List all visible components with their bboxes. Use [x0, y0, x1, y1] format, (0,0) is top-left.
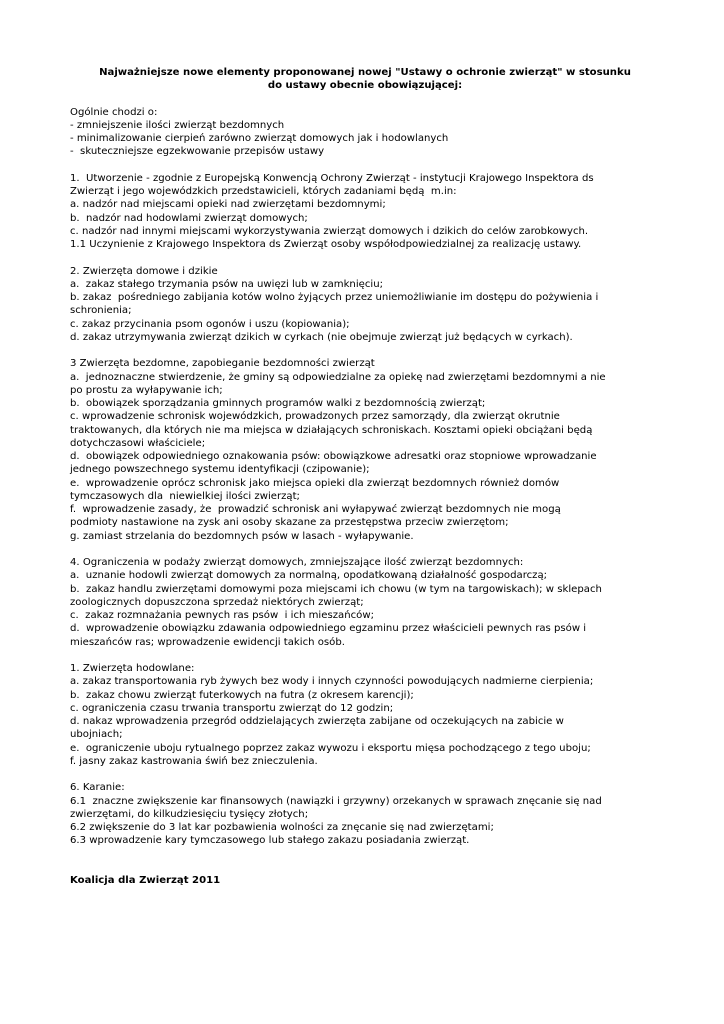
section-line: e. ograniczenie uboju rytualnego poprzez zakaz wywozu i eksportu mięsa pochodzącego z tego uboju;	[70, 742, 591, 754]
section-4	[70, 357, 660, 543]
section-line: b. obowiązek sporządzania gminnych programów walki z bezdomnością zwierząt;	[70, 398, 486, 409]
section-line: d. nakaz wprowadzenia przegród oddzielających zwierzęta zabijane od oczekujących na zabicie w	[70, 716, 564, 727]
document-page	[70, 66, 660, 887]
section-line: mieszańców ras; wprowadzenie ewidencji takich osób.	[70, 636, 345, 648]
section-line: a. zakaz transportowania ryb żywych bez wody i innych czynności powodujących nadmierne cierpienia;	[70, 676, 594, 688]
document-title	[70, 66, 660, 93]
section-line: c. ograniczenia czasu trwania transportu zwierząt do 12 godzin;	[70, 702, 394, 714]
section-line: zwierzętami, do kilkudziesięciu tysięcy złotych;	[70, 808, 309, 820]
section-line: 4. Ograniczenia w podaży zwierząt domowych, zmniejszające ilość zwierząt bezdomnych:	[70, 557, 524, 568]
section-line: - minimalizowanie cierpień zarówno zwierząt domowych jak i hodowlanych	[70, 133, 449, 144]
section-line: dotychczasowi właściciele;	[70, 437, 206, 449]
section-line: 1. Zwierzęta hodowlane:	[70, 663, 195, 674]
section-7	[70, 781, 660, 847]
section-line: e. wprowadzenie oprócz schronisk jako miejsca opieki dla zwierząt bezdomnych również domów	[70, 477, 560, 489]
section-line: 1.1 Uczynienie z Krajowego Inspektora ds Zwierząt osoby współodpowiedzialnej za realizację ustawy.	[70, 239, 582, 250]
section-line: b. zakaz handlu zwierzętami domowymi poza miejscami ich chowu (w tym na targowiskach); w sklepach	[70, 583, 602, 595]
section-6	[70, 662, 660, 768]
section-3	[70, 265, 660, 345]
section-line: c. wprowadzenie schronisk wojewódzkich, prowadzonych przez samorządy, dla zwierząt okrutnie	[70, 411, 560, 423]
section-line: a. uznanie hodowli zwierząt domowych za normalną, opodatkowaną działalność gospodarczą;	[70, 570, 548, 582]
document-footer: Koalicja dla Zwierząt 2011	[70, 875, 221, 886]
section-1	[70, 106, 660, 159]
section-line: 1. Utworzenie - zgodnie z Europejską Konwencją Ochrony Zwierząt - instytucji Krajowego Inspektora ds	[70, 172, 594, 184]
section-line: b. zakaz pośredniego zabijania kotów wolno żyjących przez uniemożliwianie im dostępu do pożywienia i	[70, 292, 599, 303]
section-line: a. jednoznaczne stwierdzenie, że gminy są odpowiedzialne za opiekę nad zwierzętami bezdomnymi a nie	[70, 371, 606, 383]
section-line: d. zakaz utrzymywania zwierząt dzikich w cyrkach (nie obejmuje zwierząt już będących w cyrkach).	[70, 331, 573, 343]
section-line: Zwierząt i jego wojewódzkich przedstawicieli, których zadaniami będą m.in:	[70, 186, 457, 197]
section-line: jednego powszechnego systemu identyfikacji (czipowanie);	[70, 464, 370, 476]
section-line: - skuteczniejsze egzekwowanie przepisów ustawy	[70, 146, 325, 158]
section-line: c. zakaz przycinania psom ogonów i uszu (kopiowania);	[70, 318, 350, 330]
section-5	[70, 556, 660, 649]
title-line-1: Najważniejsze nowe elementy proponowanej nowej "Ustawy o ochronie zwierząt" w stosunku	[99, 67, 631, 78]
section-line: 2. Zwierzęta domowe i dzikie	[70, 265, 218, 277]
section-line: c. nadzór nad innymi miejscami wykorzystywania zwierząt domowych i dzikich do celów zarobkowych.	[70, 225, 589, 237]
section-line: 6.3 wprowadzenie kary tymczasowego lub stałego zakazu posiadania zwierząt.	[70, 835, 470, 847]
document-body	[70, 106, 660, 848]
section-line: ubojniach;	[70, 729, 123, 741]
section-line: g. zamiast strzelania do bezdomnych psów w lasach - wyłapywanie.	[70, 530, 414, 542]
section-line: b. nadzór nad hodowlami zwierząt domowych;	[70, 212, 308, 224]
section-line: podmioty nastawione na zysk ani osoby skazane za przestępstwa przeciw zwierzętom;	[70, 517, 509, 529]
section-line: traktowanych, dla których nie ma miejsca w działających schroniskach. Kosztami opieki obciążani będą	[70, 424, 593, 436]
section-line: 6.1 znaczne zwiększenie kar finansowych (nawiązki i grzywny) orzekanych w sprawach znęcanie się nad	[70, 795, 602, 807]
section-line: tymczasowych dla niewielkiej ilości zwierząt;	[70, 490, 300, 502]
section-line: Ogólnie chodzi o:	[70, 106, 158, 118]
section-line: a. zakaz stałego trzymania psów na uwięzi lub w zamknięciu;	[70, 278, 383, 290]
section-line: 6. Karanie:	[70, 782, 125, 794]
section-line: f. wprowadzenie zasady, że prowadzić schronisk ani wyłapywać zwierząt bezdomnych nie mogą	[70, 504, 561, 515]
title-line-2: do ustawy obecnie obowiązującej:	[267, 80, 463, 92]
section-line: 6.2 zwiększenie do 3 lat kar pozbawienia wolności za znęcanie się nad zwierzętami;	[70, 822, 494, 833]
section-line: d. obowiązek odpowiedniego oznakowania psów: obowiązkowe adresatki oraz stopniowe wprowadzanie	[70, 451, 597, 462]
section-line: 3 Zwierzęta bezdomne, zapobieganie bezdomności zwierząt	[70, 358, 375, 370]
section-line: po prostu za wyłapywanie ich;	[70, 384, 223, 396]
section-line: c. zakaz rozmnażania pewnych ras psów i ich mieszańców;	[70, 610, 374, 621]
section-line: a. nadzór nad miejscami opieki nad zwierzętami bezdomnymi;	[70, 199, 386, 211]
section-line: d. wprowadzenie obowiązku zdawania odpowiedniego egzaminu przez właścicieli pewnych ras psów i	[70, 623, 587, 635]
section-line: f. jasny zakaz kastrowania świń bez znieczulenia.	[70, 755, 318, 767]
section-line: zoologicznych dopuszczona sprzedaż niektórych zwierząt;	[70, 596, 364, 608]
section-2	[70, 172, 660, 252]
section-line: b. zakaz chowu zwierząt futerkowych na futra (z okresem karencji);	[70, 689, 414, 701]
section-line: schronienia;	[70, 305, 132, 317]
section-line: - zmniejszenie ilości zwierząt bezdomnych	[70, 119, 285, 131]
